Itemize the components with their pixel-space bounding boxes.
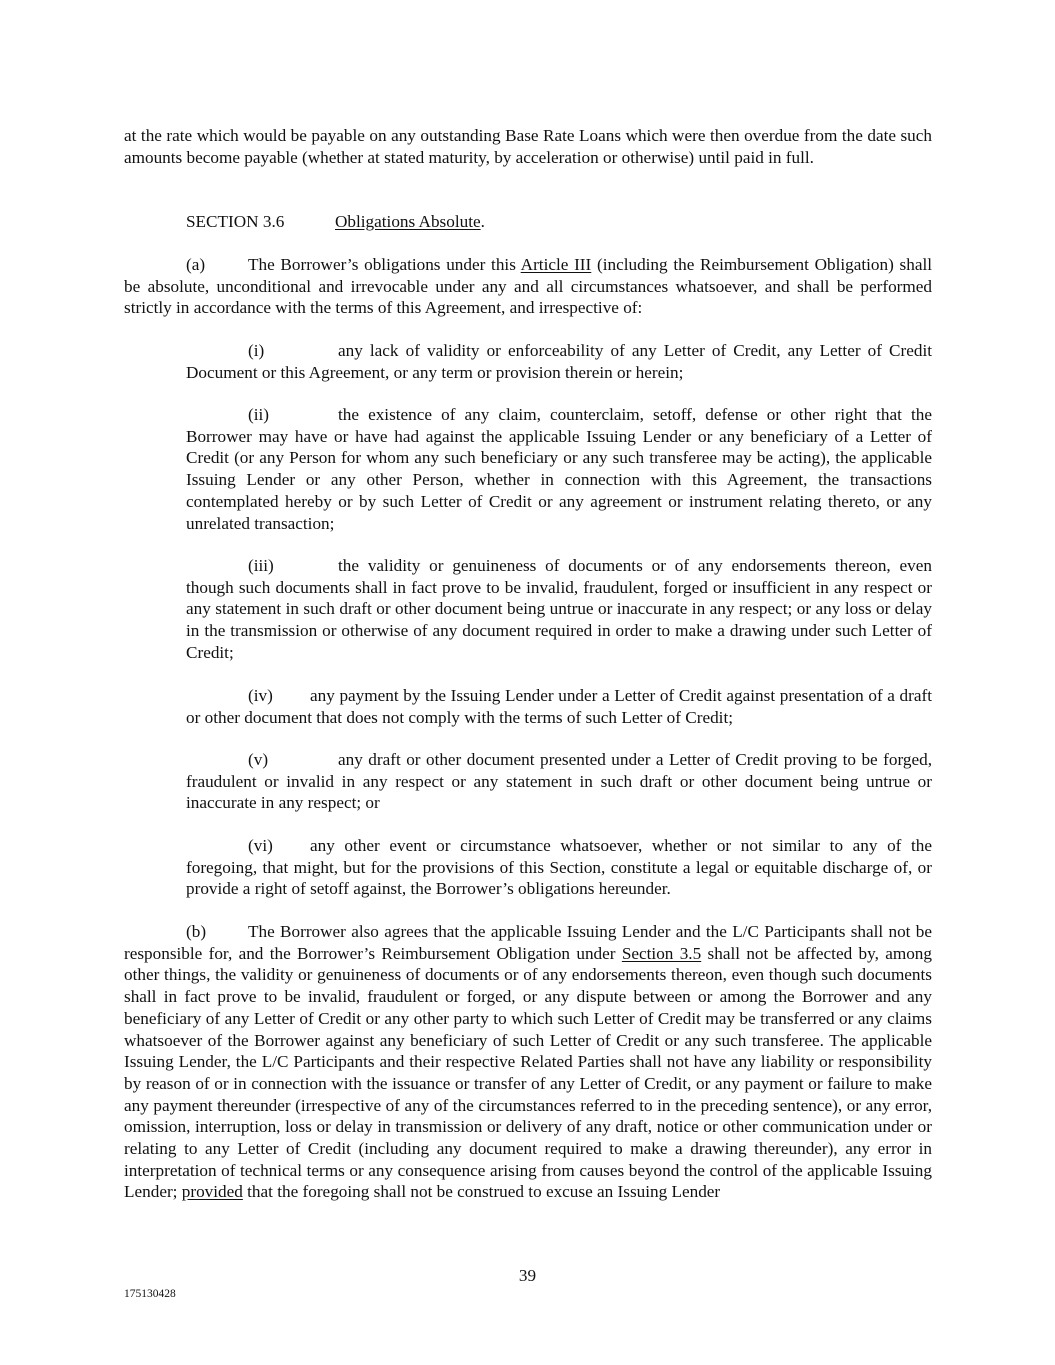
subclause-text: the existence of any claim, counterclaim, setoff, defense or other right that the Borrower may have or have had against the applicable Issuing Lender or any beneficiary of a Letter of Credit (or any Person for whom any such beneficiary or any such transferee may be acting), the applicable Issuing Lender or any other Person, whether in connection with this Agreement, the transactions contemplated hereby or by such Letter of Credit or any agreement or instrument relating thereto, or any unrelated transaction;: [186, 405, 932, 533]
clause-a-paragraph: [124, 254, 932, 319]
clause-b-paragraph: [124, 921, 932, 1203]
subclause-text: any other event or circumstance whatsoever, whether or not similar to any of the foregoing, that might, but for the provisions of this Section, constitute a legal or equitable discharge of, or provide a right of setoff against, the Borrower’s obligations hereunder.: [186, 836, 932, 899]
subclause-label: (v): [248, 750, 269, 769]
clause-b-text-2: shall not be affected by, among other things, the validity or genuineness of documents or of any endorsements thereon, even though such documents shall in fact prove to be invalid, fraudulent or forged, or any dispute between or among the Borrower and any beneficiary of any Letter of Credit or any other party to which such Letter of Credit may be transferred or any claims whatsoever of the Borrower against any beneficiary of such Letter of Credit or any such transferee. The applicable Issuing Lender, the L/C Participants and their respective Related Parties shall not have any liability or responsibility by reason of or in connection with the issuance or transfer of any Letter of Credit, or any payment or failure to make any payment thereunder (irrespective of any of the circumstances referred to in the preceding sentence), or any error, omission, interruption, loss or delay in transmission or delivery of any draft, notice or other communication under or relating to any Letter of Credit (including any document required to make a drawing thereunder), any error in interpretation of technical terms or any consequence arising from causes beyond the control of the applicable Issuing Lender;: [124, 943, 932, 1202]
subclause-label: (iii): [248, 556, 274, 575]
section-title: Obligations Absolute: [335, 212, 481, 231]
subclause-label: (i): [248, 341, 265, 360]
clause-a-text-end: (including the Reimbursement Obligation) shall be absolute, unconditional and irrevocable under any and all circumstances whatsoever, and shall be performed strictly in accordance with the terms of this Agreement, and irrespective of:: [124, 255, 933, 318]
section-3-5-reference: Section 3.5: [621, 943, 702, 963]
clause-a-text-start: The Borrower’s obligations under this: [248, 255, 521, 274]
subclause-label: (iv): [248, 686, 273, 705]
clause-a-label: (a): [186, 255, 206, 274]
subclause-i: [186, 340, 932, 383]
subclause-text: any draft or other document presented under a Letter of Credit proving to be forged, fraudulent or invalid in any respect or any statement in such draft or other document being untrue or inaccurate in any respect; or: [186, 750, 932, 813]
subclause-label: (ii): [248, 405, 269, 424]
subclause-text: any payment by the Issuing Lender under a Letter of Credit against presentation of a draft or other document that does not comply with the terms of such Letter of Credit;: [186, 686, 932, 727]
subclause-label: (vi): [248, 836, 273, 855]
carryover-paragraph: at the rate which would be payable on any outstanding Base Rate Loans which were then overdue from the date such amounts become payable (whether at stated maturity, by acceleration or otherwise) until paid in full.: [124, 126, 932, 167]
subclause-text: any lack of validity or enforceability of any Letter of Credit, any Letter of Credit Document or this Agreement, or any term or provision therein or herein;: [186, 341, 932, 382]
section-number: SECTION 3.6: [186, 212, 285, 231]
section-title-period: .: [480, 212, 485, 231]
subclause-iv: [186, 685, 932, 728]
provided-term: provided: [181, 1182, 243, 1202]
clause-b-text-3: that the foregoing shall not be construed to excuse an Issuing Lender: [242, 1182, 721, 1202]
clause-b-text-1: The Borrower also agrees that the applicable Issuing Lender and the L/C Participants shall not be responsible for, and the Borrower’s Reimbursement Obligation under: [124, 922, 932, 963]
page-number: 39: [518, 1266, 537, 1285]
subclause-v: [186, 749, 932, 814]
subclause-iii: [186, 555, 932, 664]
section-heading: [124, 211, 932, 233]
clause-b-label: (b): [186, 922, 207, 941]
document-id: 175130428: [124, 1288, 176, 1300]
subclause-vi: [186, 835, 932, 900]
subclause-text: the validity or genuineness of documents or of any endorsements thereon, even though such documents shall in fact prove to be invalid, fraudulent, forged or insufficient in any respect or any statement in such draft or other document being untrue or inaccurate in any respect; or any loss or delay in the transmission or otherwise of any document required in order to make a drawing under such Letter of Credit;: [186, 556, 932, 662]
article-iii-reference: Article III: [520, 255, 592, 274]
subclause-ii: [186, 404, 932, 534]
